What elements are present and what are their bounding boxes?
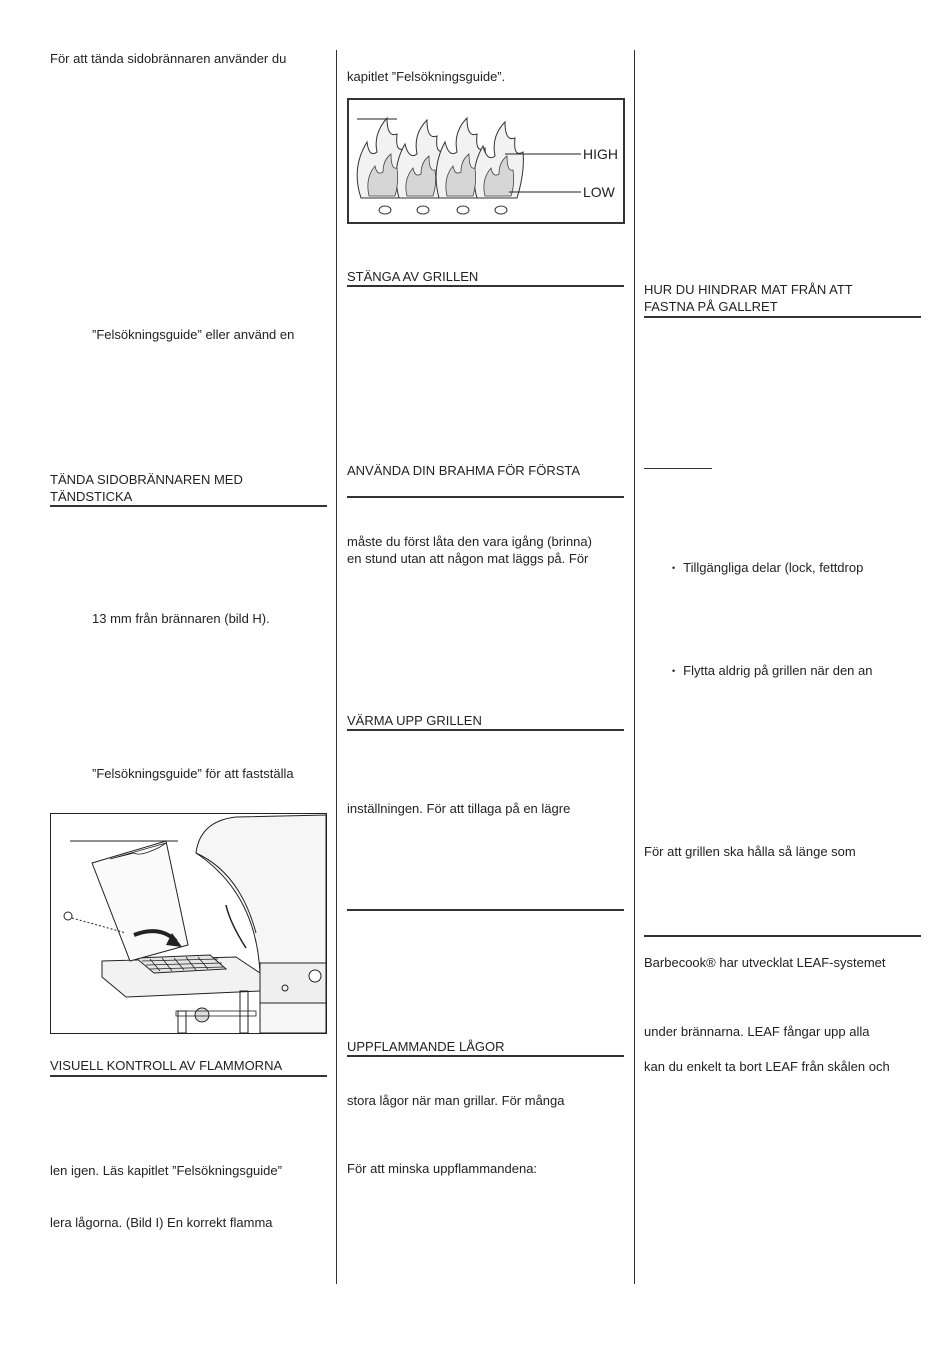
side-burner-illustration	[50, 813, 327, 1035]
bullet-text: Tillgängliga delar (lock, fettdrop	[683, 560, 864, 575]
bullet-dot: •	[672, 666, 676, 676]
text-line-maste-1: måste du först låta den vara igång (brinna)	[347, 534, 592, 549]
section-heading-tanda-med-tandsticka	[50, 471, 243, 505]
heading-rule	[347, 1055, 624, 1057]
text-line-13mm: 13 mm från brännaren (bild H).	[92, 611, 270, 626]
section-heading-hindrar-mat	[644, 281, 853, 315]
section-heading-anvanda-brahma: ANVÄNDA DIN BRAHMA FÖR FÖRSTA	[347, 463, 581, 478]
text-line-under-brannarna: under brännarna. LEAF fångar upp alla	[644, 1024, 870, 1039]
section-rule	[644, 935, 921, 937]
heading-line-1: HUR DU HINDRAR MAT FRÅN ATT	[644, 282, 853, 297]
text-line-felsokningsguide-2: ”Felsökningsguide” för att fastställa	[92, 766, 294, 781]
heading-rule	[50, 505, 327, 507]
short-rule	[644, 468, 712, 469]
text-line-len-igen: len igen. Läs kapitlet ”Felsökningsguide”	[50, 1163, 282, 1178]
text-line-kapitlet: kapitlet ”Felsökningsguide”.	[347, 69, 506, 84]
heading-rule	[644, 316, 921, 318]
text-line-felsokningsguide-1: ”Felsökningsguide” eller använd en	[92, 327, 295, 342]
text-line-maste-2: en stund utan att någon mat läggs på. För	[347, 551, 589, 566]
flame-label-high: HIGH	[583, 146, 618, 162]
text-line-minska: För att minska uppflammandena:	[347, 1161, 538, 1176]
text-line-stora-lagor: stora lågor när man grillar. För många	[347, 1093, 565, 1108]
heading-line-2: TÄNDSTICKA	[50, 489, 133, 504]
heading-line-2: FASTNA PÅ GALLRET	[644, 299, 778, 314]
text-line-installningen: inställningen. För att tillaga på en lägre	[347, 801, 571, 816]
column-divider-2	[634, 50, 635, 1284]
text-line-sidobrannaren: För att tända sidobrännaren använder du	[50, 51, 287, 66]
text-line-lera-lagorna: lera lågorna. (Bild I) En korrekt flamma	[50, 1215, 273, 1230]
text-line-halla: För att grillen ska hålla så länge som	[644, 844, 856, 859]
heading-rule	[347, 285, 624, 287]
heading-rule	[50, 1075, 327, 1077]
bullet-text: Flytta aldrig på grillen när den an	[683, 663, 873, 678]
heading-rule	[347, 496, 624, 498]
heading-rule	[347, 729, 624, 731]
flame-label-low: LOW	[583, 184, 615, 200]
column-divider-1	[336, 50, 337, 1284]
section-heading-visuell-kontroll: VISUELL KONTROLL AV FLAMMORNA	[50, 1058, 283, 1073]
bullet-item	[672, 662, 873, 681]
text-line-kan-du: kan du enkelt ta bort LEAF från skålen och	[644, 1059, 890, 1074]
section-heading-varma-upp: VÄRMA UPP GRILLEN	[347, 713, 482, 728]
section-heading-uppflammande: UPPFLAMMANDE LÅGOR	[347, 1039, 505, 1054]
bullet-dot: •	[672, 563, 676, 573]
bullet-item	[672, 559, 863, 578]
flame-figure	[347, 98, 625, 224]
section-rule	[347, 909, 624, 911]
section-heading-stanga-av: STÄNGA AV GRILLEN	[347, 269, 479, 284]
text-line-barbecook: Barbecook® har utvecklat LEAF-systemet	[644, 955, 886, 970]
heading-line-1: TÄNDA SIDOBRÄNNAREN MED	[50, 472, 243, 487]
